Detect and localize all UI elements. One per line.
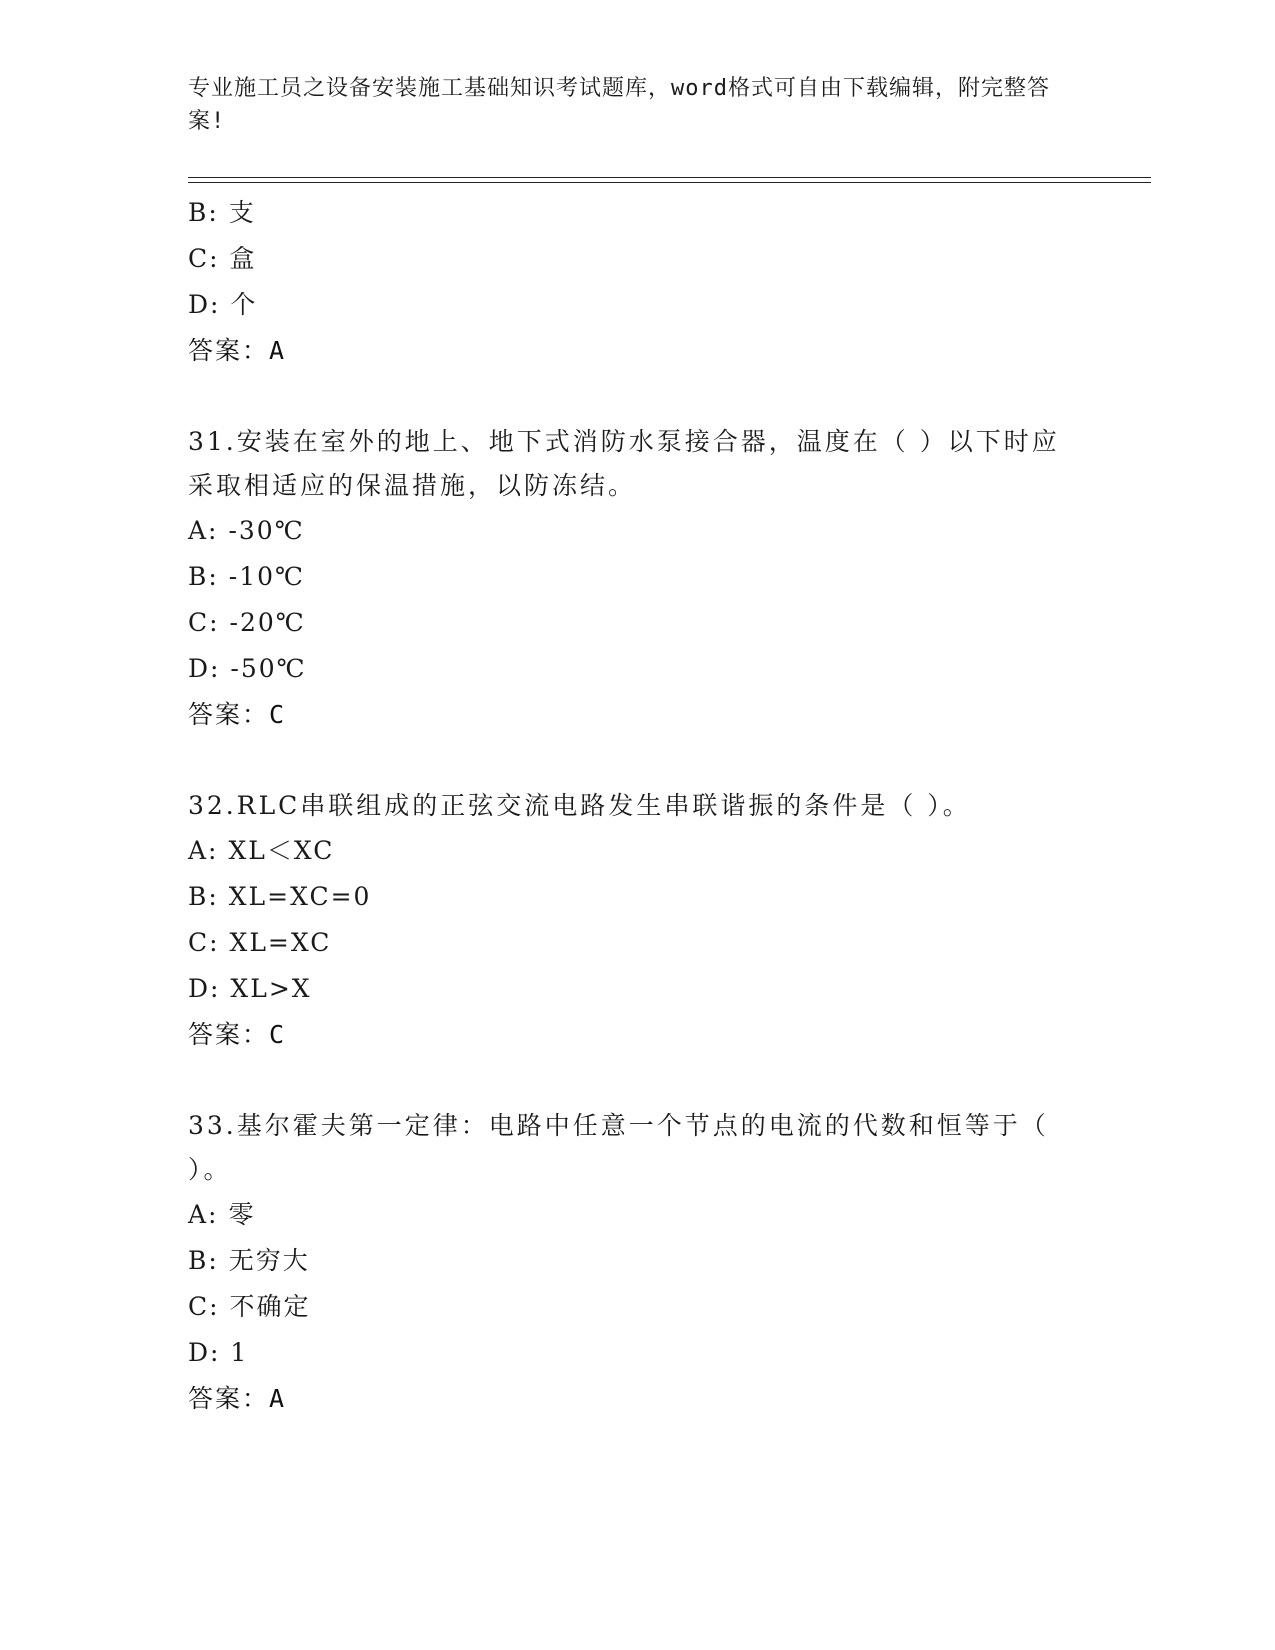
carryover-block bbox=[188, 190, 1088, 374]
option-text: 不确定 bbox=[229, 1292, 311, 1321]
option-c bbox=[188, 236, 1088, 282]
option-label: C: bbox=[188, 608, 220, 637]
option-text: -10℃ bbox=[228, 562, 305, 591]
option-label: B: bbox=[188, 562, 219, 591]
option-text: -30℃ bbox=[228, 516, 305, 545]
option-text: 盒 bbox=[229, 244, 257, 273]
option-text: 个 bbox=[230, 290, 258, 319]
option-d bbox=[188, 646, 1088, 692]
option-label: D: bbox=[188, 974, 221, 1003]
question-stem: 33.基尔霍夫第一定律：电路中任意一个节点的电流的代数和恒等于（ ）。 bbox=[188, 1111, 1049, 1184]
option-label: A: bbox=[188, 836, 219, 865]
option-c bbox=[188, 600, 1088, 646]
answer-line: 答案：A bbox=[188, 336, 287, 365]
option-text: XL>X bbox=[230, 974, 312, 1003]
option-c bbox=[188, 920, 1088, 966]
option-b bbox=[188, 874, 1088, 920]
option-text: 无穷大 bbox=[228, 1246, 310, 1275]
option-label: D: bbox=[188, 290, 221, 319]
option-d bbox=[188, 1330, 1088, 1376]
option-label: C: bbox=[188, 1292, 220, 1321]
option-text: 支 bbox=[228, 198, 256, 227]
question-33 bbox=[188, 1104, 1088, 1422]
option-b bbox=[188, 190, 1088, 236]
option-d bbox=[188, 966, 1088, 1012]
question-31 bbox=[188, 420, 1088, 738]
option-c bbox=[188, 1284, 1088, 1330]
option-text: -50℃ bbox=[230, 654, 307, 683]
option-label: D: bbox=[188, 654, 221, 683]
option-label: B: bbox=[188, 1246, 219, 1275]
answer-line: 答案：C bbox=[188, 1020, 287, 1049]
option-text: XL=XC bbox=[229, 928, 332, 957]
question-32 bbox=[188, 784, 1088, 1058]
option-label: C: bbox=[188, 928, 220, 957]
option-a bbox=[188, 828, 1088, 874]
question-stem: 32.RLC串联组成的正弦交流电路发生串联谐振的条件是（ ）。 bbox=[188, 791, 971, 820]
option-text: -20℃ bbox=[229, 608, 306, 637]
answer-line: 答案：A bbox=[188, 1384, 287, 1413]
option-text: XL＜XC bbox=[228, 836, 335, 865]
option-a bbox=[188, 508, 1088, 554]
option-label: A: bbox=[188, 1200, 219, 1229]
option-label: D: bbox=[188, 1338, 221, 1367]
document-header: 专业施工员之设备安装施工基础知识考试题库，word格式可自由下载编辑，附完整答案! bbox=[188, 76, 1050, 134]
answer-line: 答案：C bbox=[188, 700, 287, 729]
option-text: XL=XC=0 bbox=[228, 882, 372, 911]
option-label: C: bbox=[188, 244, 220, 273]
option-label: B: bbox=[188, 882, 219, 911]
option-label: B: bbox=[188, 198, 219, 227]
question-list bbox=[188, 190, 1088, 1422]
option-b bbox=[188, 1238, 1088, 1284]
option-label: A: bbox=[188, 516, 219, 545]
option-text: 零 bbox=[228, 1200, 256, 1229]
option-text: 1 bbox=[230, 1338, 249, 1367]
header-rule-top bbox=[188, 177, 1151, 178]
option-a bbox=[188, 1192, 1088, 1238]
header-rule-bottom bbox=[188, 182, 1151, 183]
option-b bbox=[188, 554, 1088, 600]
question-stem: 31.安装在室外的地上、地下式消防水泵接合器，温度在（ ）以下时应采取相适应的保温措施，以防冻结。 bbox=[188, 427, 1060, 500]
option-d bbox=[188, 282, 1088, 328]
